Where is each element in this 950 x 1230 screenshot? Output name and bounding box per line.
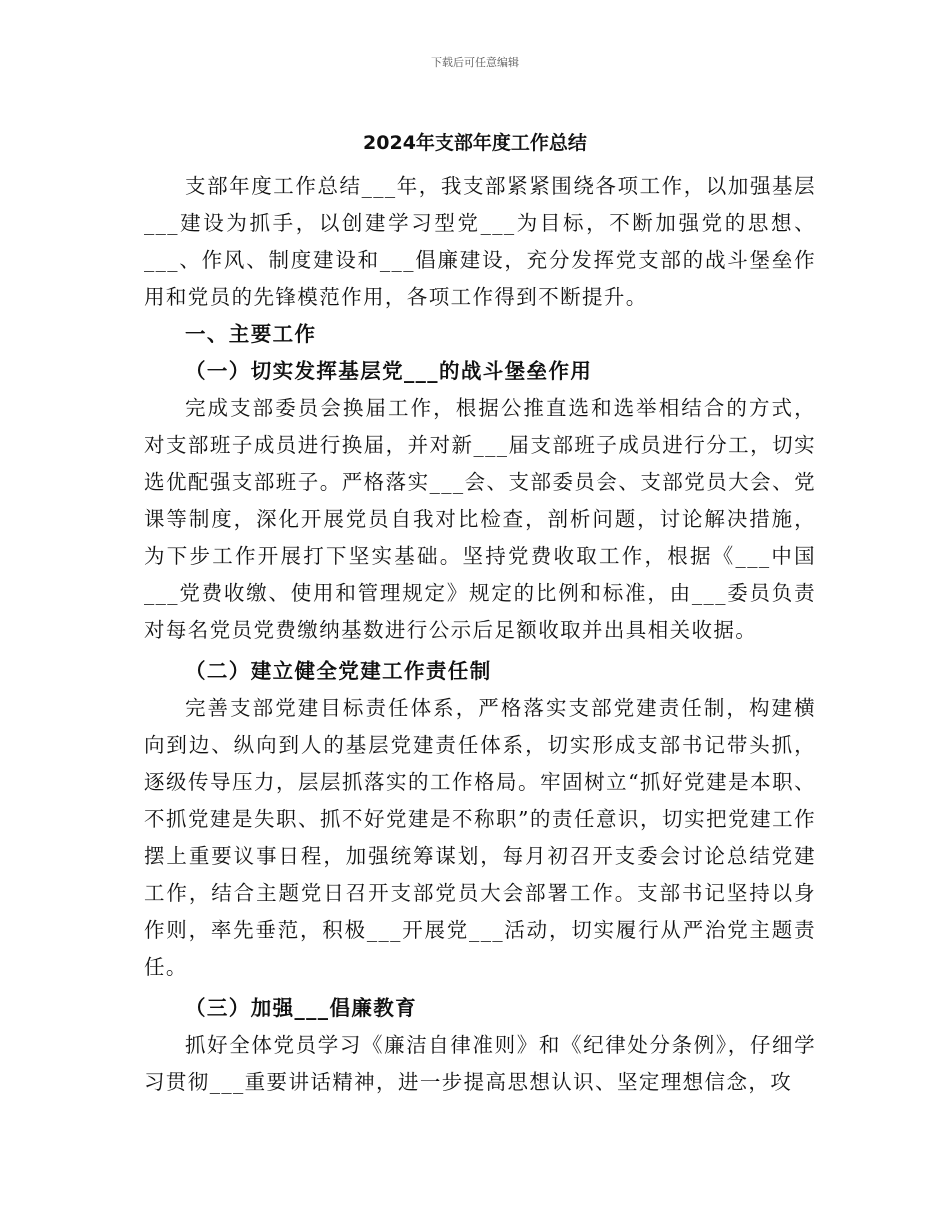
subsection-heading-3: （三）加强___倡廉教育 [185,996,418,1020]
document-title: 2024年支部年度工作总结 [363,132,587,154]
subsection-3-paragraph: 抓好全体党员学习《廉洁自律准则》和《纪律处分条例》，仔细学习贯彻___重要讲话精神，进一步提高思想认识、坚定理想信念，攻 [144,1033,816,1094]
page-header-note: 下载后可任意编辑 [431,56,519,69]
section-heading-main-work: 一、主要工作 [185,322,317,346]
subsection-heading-1: （一）切实发挥基层党___的战斗堡垒作用 [185,359,593,383]
subsection-2-paragraph: 完善支部党建目标责任体系，严格落实支部党建责任制，构建横向到边、纵向到人的基层党建责任体系，切实形成支部书记带头抓，逐级传导压力，层层抓落实的工作格局。牢固树立“抓好党建是本职、不抓党建是失职、抓不好党建是不称职”的责任意识，切实把党建工作摆上重要议事日程，加强统筹谋划，每月初召开支委会讨论总结党建工作，结合主题党日召开支部党员大会部署工作。支部书记坚持以身作则，率先垂范，积极___开展党___活动，切实履行从严治党主题责任。 [144,696,816,979]
subsection-1-paragraph: 完成支部委员会换届工作，根据公推直选和选举相结合的方式，对支部班子成员进行换届，并对新___届支部班子成员进行分工，切实选优配强支部班子。严格落实___会、支部委员会、支部党员大会、党课等制度，深化开展党员自我对比检查，剖析问题，讨论解决措施，为下步工作开展打下坚实基础。坚持党费收取工作，根据《___中国___党费收缴、使用和管理规定》规定的比例和标准，由___委员负责对每名党员党费缴纳基数进行公示后足额收取并出具相关收据。 [144,396,816,642]
subsection-heading-2: （二）建立健全党建工作责任制 [185,659,492,683]
intro-paragraph: 支部年度工作总结___年，我支部紧紧围绕各项工作，以加强基层___建设为抓手，以创建学习型党___为目标，不断加强党的思想、___、作风、制度建设和___倡廉建设，充分发挥党支部的战斗堡垒作用和党员的先锋模范作用，各项工作得到不断提升。 [144,174,816,309]
document-body [144,168,816,1101]
